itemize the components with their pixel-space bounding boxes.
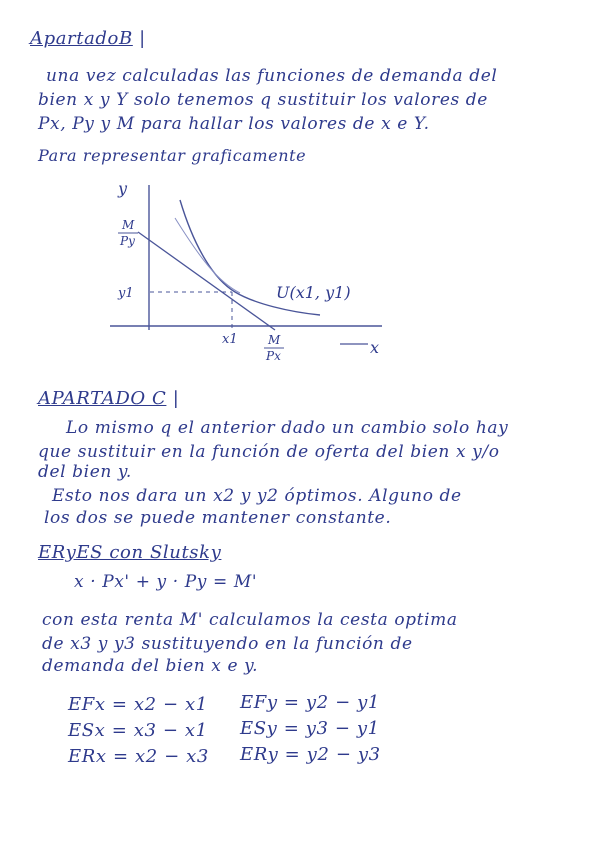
m-over-px-num: M <box>268 333 281 347</box>
effect-es-y: ESy = y3 − y1 <box>240 718 380 739</box>
heading-apartado-c <box>38 388 179 409</box>
c-line-3: del bien y. <box>38 462 132 482</box>
m-over-py-num: M <box>122 218 135 232</box>
heading-apartado-b-text: ApartadoB <box>30 28 133 49</box>
budget-line <box>138 232 275 330</box>
effect-ef-x: EFx = x2 − x1 <box>68 694 208 715</box>
y1-label: y1 <box>118 286 134 301</box>
slutsky-line-3: demanda del bien x e y. <box>42 656 259 676</box>
x-axis-label: x <box>370 338 380 357</box>
heading-apartado-c-text: APARTADO C <box>38 388 167 409</box>
curve-label: U(x1, y1) <box>276 283 351 302</box>
b-graph-intro: Para representar graficamente <box>38 146 307 165</box>
b-line-2: bien x y Y solo tenemos q sustituir los valores de <box>38 90 488 110</box>
effect-er-y: ERy = y2 − y3 <box>240 744 381 765</box>
c-line-5: los dos se puede mantener constante. <box>44 508 392 528</box>
budget-equation: x · Px' + y · Py = M' <box>74 572 258 592</box>
slutsky-line-2: de x3 y y3 sustituyendo en la función de <box>42 634 413 654</box>
c-line-1: Lo mismo q el anterior dado un cambio solo hay <box>66 418 509 438</box>
heading-slutsky: ERyES con Slutsky <box>38 542 222 563</box>
slutsky-line-1: con esta renta M' calculamos la cesta optima <box>42 610 458 630</box>
effect-er-x: ERx = x2 − x3 <box>68 746 209 767</box>
c-line-4: Esto nos dara un x2 y y2 óptimos. Alguno de <box>52 486 462 506</box>
effect-ef-y: EFy = y2 − y1 <box>240 692 380 713</box>
c-line-2: que sustituir en la función de oferta del bien x y/o <box>38 442 500 462</box>
heading-bar: | <box>139 28 146 49</box>
m-over-py-den: Py <box>120 234 135 248</box>
m-over-px-den: Px <box>266 349 281 363</box>
heading-bar-c: | <box>172 388 180 409</box>
b-line-1: una vez calculadas las funciones de demanda del <box>46 66 498 86</box>
x1-label: x1 <box>222 332 238 347</box>
effect-es-x: ESx = x3 − x1 <box>68 720 208 741</box>
b-line-3: Px, Py y M para hallar los valores de x e Y. <box>38 114 430 134</box>
y-axis-label: y <box>118 179 128 198</box>
